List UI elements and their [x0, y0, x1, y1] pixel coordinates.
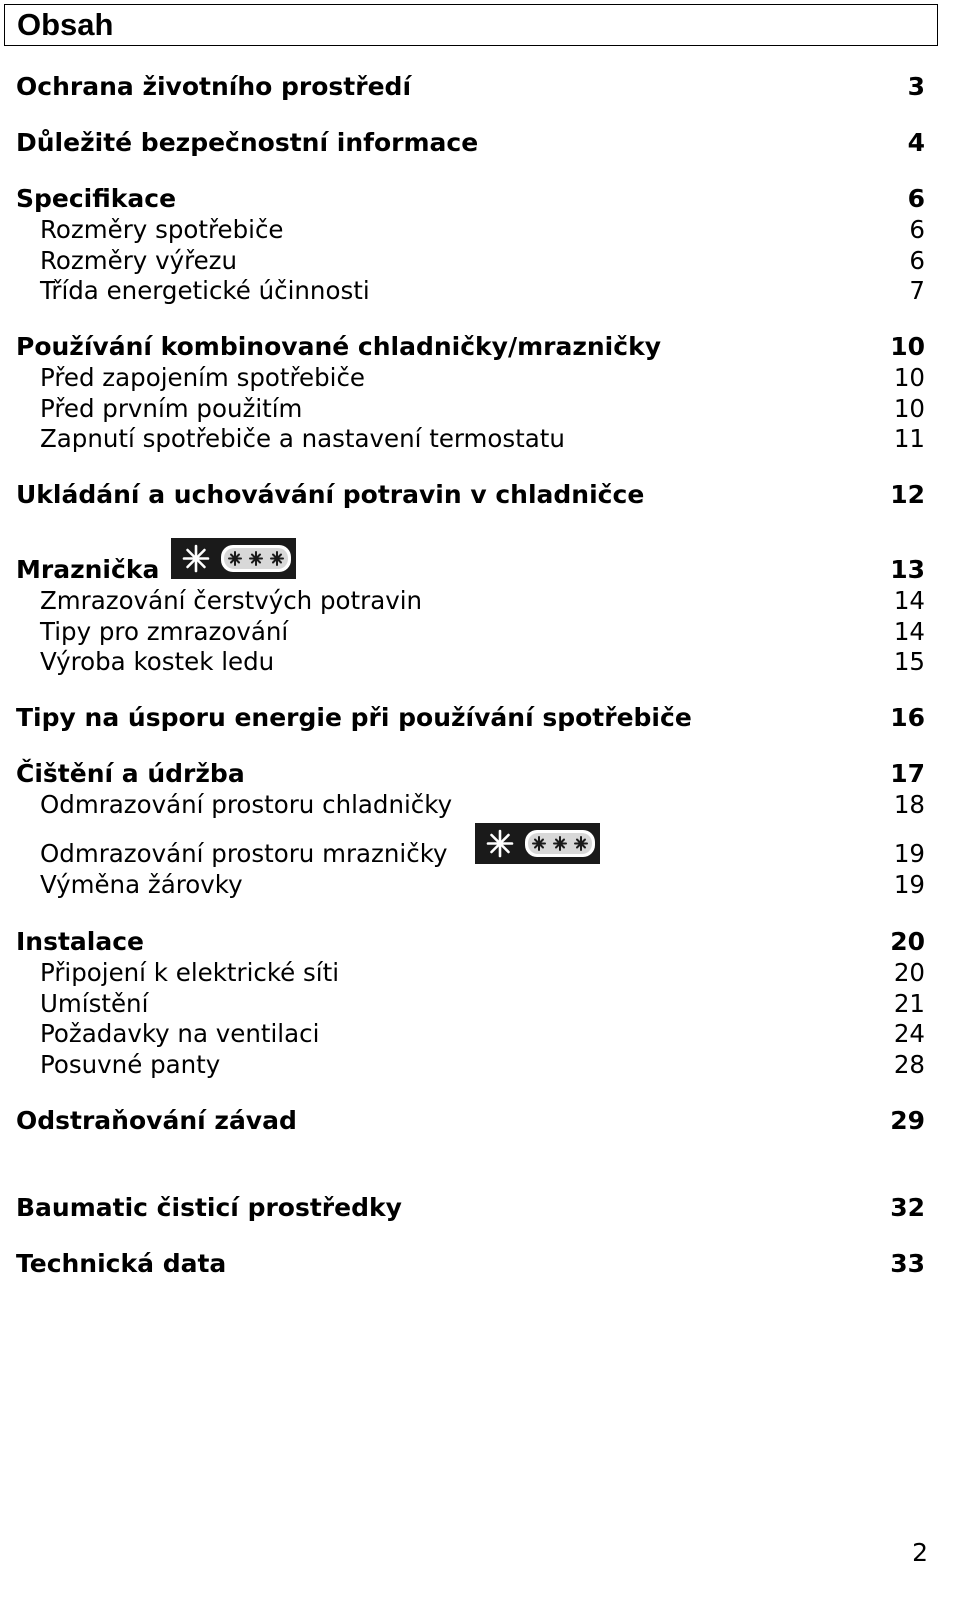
toc-label: Technická data	[16, 1249, 227, 1278]
toc-page: 24	[893, 1019, 925, 1048]
toc-page: 3	[907, 72, 925, 101]
page-header	[4, 4, 938, 46]
toc-label: Třída energetické účinnosti	[40, 276, 370, 305]
toc-page: 13	[890, 555, 925, 584]
toc-subentry[interactable]	[16, 394, 925, 424]
toc-page: 21	[893, 989, 925, 1018]
toc-subentry[interactable]	[16, 870, 925, 900]
toc-subentry[interactable]	[16, 215, 925, 245]
toc-label: Důležité bezpečnostní informace	[16, 128, 479, 157]
toc-label: Před zapojením spotřebiče	[40, 363, 365, 392]
toc-subentry[interactable]	[16, 839, 925, 869]
toc-label: Výměna žárovky	[40, 870, 243, 899]
toc-label: Tipy na úsporu energie při používání spotřebiče	[16, 703, 692, 732]
toc-label: Výroba kostek ledu	[40, 647, 275, 676]
four-star-freezer-icon	[475, 823, 600, 864]
toc-subentry[interactable]	[16, 790, 925, 820]
toc-subentry[interactable]	[16, 424, 925, 454]
toc-label: Instalace	[16, 927, 145, 956]
toc-entry[interactable]	[16, 1193, 925, 1223]
page-number: 2	[912, 1538, 928, 1567]
toc-page: 28	[893, 1050, 925, 1079]
toc-subentry[interactable]	[16, 1019, 925, 1049]
toc-label: Mraznička	[16, 555, 160, 584]
toc-subentry[interactable]	[16, 989, 925, 1019]
toc-entry[interactable]	[16, 128, 925, 158]
toc-label: Umístění	[40, 989, 149, 1018]
toc-label: Posuvné panty	[40, 1050, 221, 1079]
toc-label: Zapnutí spotřebiče a nastavení termostatu	[40, 424, 565, 453]
toc-subentry[interactable]	[16, 1050, 925, 1080]
toc-label: Tipy pro zmrazování	[40, 617, 289, 646]
toc-label: Ochrana životního prostředí	[16, 72, 412, 101]
toc-entry[interactable]	[16, 72, 925, 102]
toc-page: 17	[890, 759, 925, 788]
toc-page: 10	[890, 332, 925, 361]
toc-page: 20	[890, 927, 925, 956]
toc-subentry[interactable]	[16, 363, 925, 393]
toc-entry[interactable]	[16, 555, 925, 585]
toc-page: 20	[893, 958, 925, 987]
toc-page: 15	[893, 647, 925, 676]
toc-entry[interactable]	[16, 759, 925, 789]
toc-entry[interactable]	[16, 703, 925, 733]
toc-label: Čištění a údržba	[16, 759, 245, 788]
toc-page: 16	[890, 703, 925, 732]
toc-label: Baumatic čisticí prostředky	[16, 1193, 402, 1222]
toc-label: Ukládání a uchovávání potravin v chladničce	[16, 480, 645, 509]
toc-page: 10	[893, 363, 925, 392]
toc-label: Odmrazování prostoru chladničky	[40, 790, 453, 819]
toc-entry[interactable]	[16, 480, 925, 510]
toc-label: Před prvním použitím	[40, 394, 303, 423]
toc-subentry[interactable]	[16, 958, 925, 988]
toc-page: 12	[890, 480, 925, 509]
toc-page: 14	[893, 617, 925, 646]
toc-page: 6	[909, 246, 925, 275]
toc-entry[interactable]	[16, 1106, 925, 1136]
toc-page: 14	[893, 586, 925, 615]
toc-subentry[interactable]	[16, 276, 925, 306]
toc-entry[interactable]	[16, 927, 925, 957]
toc-page: 10	[893, 394, 925, 423]
toc-entry[interactable]	[16, 332, 925, 362]
toc-label: Odstraňování závad	[16, 1106, 297, 1135]
toc-label: Zmrazování čerstvých potravin	[40, 586, 423, 615]
toc-label: Rozměry spotřebiče	[40, 215, 284, 244]
toc-page: 19	[893, 870, 925, 899]
toc-page: 33	[890, 1249, 925, 1278]
toc-page: 6	[909, 215, 925, 244]
toc-subentry[interactable]	[16, 617, 925, 647]
toc-page: 7	[909, 276, 925, 305]
toc-subentry[interactable]	[16, 647, 925, 677]
page-title: Obsah	[17, 7, 114, 42]
toc-page: 4	[907, 128, 925, 157]
toc-label: Odmrazování prostoru mrazničky	[40, 839, 448, 868]
toc-subentry[interactable]	[16, 246, 925, 276]
toc-page: 29	[890, 1106, 925, 1135]
toc-label: Rozměry výřezu	[40, 246, 238, 275]
toc-label: Používání kombinované chladničky/mrazničky	[16, 332, 661, 361]
toc-page: 32	[890, 1193, 925, 1222]
toc-label: Specifikace	[16, 184, 177, 213]
toc-page: 18	[893, 790, 925, 819]
toc-label: Připojení k elektrické síti	[40, 958, 340, 987]
four-star-freezer-icon	[171, 538, 296, 579]
toc-subentry[interactable]	[16, 586, 925, 616]
toc-page: 6	[907, 184, 925, 213]
toc-label: Požadavky na ventilaci	[40, 1019, 320, 1048]
toc-entry[interactable]	[16, 1249, 925, 1279]
toc-entry[interactable]	[16, 184, 925, 214]
toc-page: 19	[893, 839, 925, 868]
toc-page: 11	[893, 424, 925, 453]
